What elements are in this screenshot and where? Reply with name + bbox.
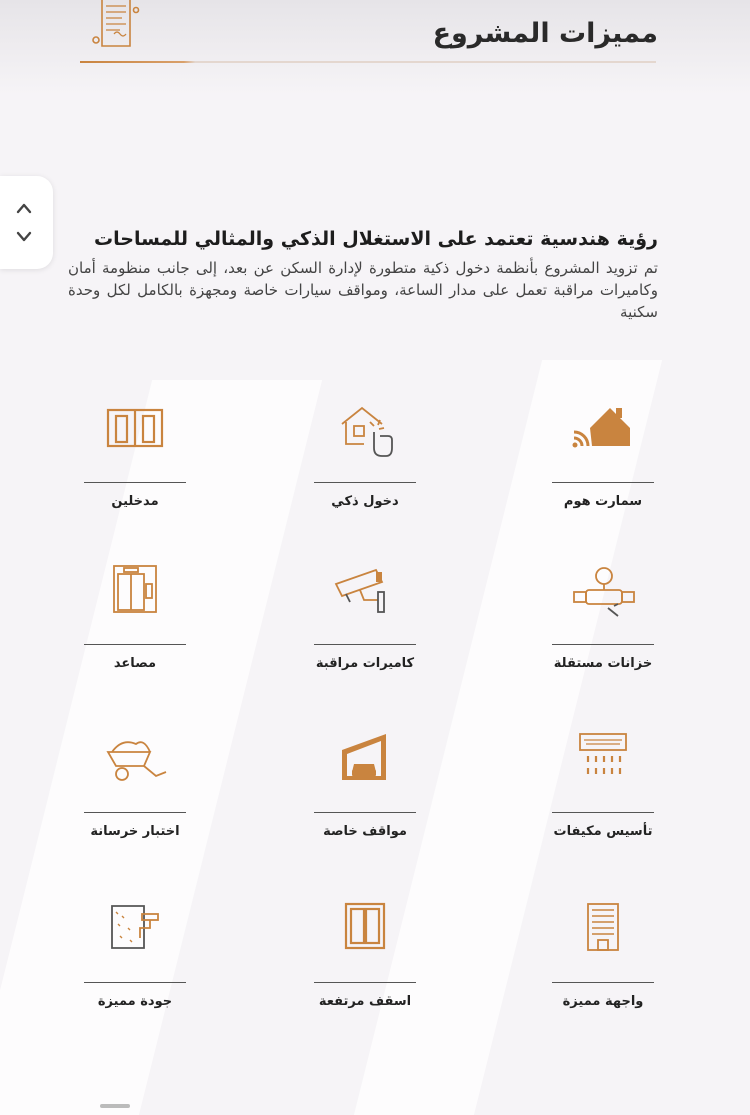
intro-body: تم تزويد المشروع بأنظمة دخول ذكية متطورة لإدارة السكن عن بعد، إلى جانب منظومة أمان وكاميرات مراقبة تعمل على مدار الساعة، ومواقف سيارات خاصة ومجهزة بالكامل لكل وحدة سكنية: [68, 259, 658, 321]
feature-divider: [84, 982, 186, 983]
feature-item-two-entrances: [84, 402, 186, 512]
feature-divider: [314, 812, 416, 813]
feature-label: كاميرات مراقبة: [315, 656, 415, 671]
chevron-down-icon[interactable]: [16, 231, 32, 243]
feature-item-ac-preparation: [552, 732, 654, 842]
feature-item-concrete-testing: [84, 732, 186, 842]
air-conditioner-icon: [568, 732, 638, 792]
feature-divider: [314, 982, 416, 983]
feature-divider: [552, 812, 654, 813]
scroll-controls: [0, 176, 53, 269]
page-title: مميزات المشروع: [432, 18, 658, 49]
feature-label: مواقف خاصة: [323, 824, 407, 839]
water-tank-meter-icon: [568, 564, 638, 624]
feature-label: مصاعد: [113, 656, 157, 671]
feature-item-independent-tanks: [552, 564, 654, 674]
feature-item-elevators: [84, 564, 186, 674]
feature-divider: [552, 982, 654, 983]
feature-label: اسقف مرتفعة: [318, 994, 412, 1009]
building-facade-icon: [568, 902, 638, 962]
intro-section: [68, 224, 658, 323]
document-icon: [86, 0, 146, 56]
feature-divider: [314, 482, 416, 483]
feature-divider: [552, 482, 654, 483]
smart-home-icon: [568, 402, 638, 462]
feature-item-distinctive-facade: [552, 902, 654, 1012]
feature-label: دخول ذكي: [331, 494, 399, 509]
next-section-fragment: [100, 1104, 130, 1108]
elevator-icon: [100, 564, 170, 624]
feature-item-smart-home: [552, 402, 654, 512]
feature-item-private-parking: [314, 732, 416, 842]
intro-heading: رؤية هندسية تعتمد على الاستغلال الذكي والمثالي للمساحات: [94, 228, 658, 250]
feature-label: اختبار خرسانة: [90, 824, 180, 839]
feature-label: واجهة مميزة: [562, 994, 644, 1009]
feature-item-security-cameras: [314, 564, 416, 674]
wheelbarrow-icon: [100, 732, 170, 792]
feature-divider: [552, 644, 654, 645]
header-divider: [80, 61, 656, 63]
high-ceiling-icon: [330, 902, 400, 962]
feature-label: سمارت هوم: [563, 494, 643, 509]
double-door-icon: [100, 402, 170, 462]
chevron-up-icon[interactable]: [16, 202, 32, 214]
security-camera-icon: [330, 564, 400, 624]
feature-divider: [84, 812, 186, 813]
feature-label: جودة مميزة: [97, 994, 173, 1009]
feature-label: مدخلين: [111, 494, 159, 509]
feature-label: تأسيس مكيفات: [553, 824, 653, 839]
feature-item-premium-quality: [84, 902, 186, 1012]
feature-item-smart-entry: [314, 402, 416, 512]
feature-divider: [84, 644, 186, 645]
quality-paint-roller-icon: [100, 902, 170, 962]
feature-label: خزانات مستقلة: [553, 656, 653, 671]
feature-divider: [84, 482, 186, 483]
smart-entry-icon: [330, 402, 400, 462]
page-header: [0, 0, 750, 95]
feature-item-high-ceilings: [314, 902, 416, 1012]
feature-divider: [314, 644, 416, 645]
parking-garage-icon: [330, 732, 400, 792]
